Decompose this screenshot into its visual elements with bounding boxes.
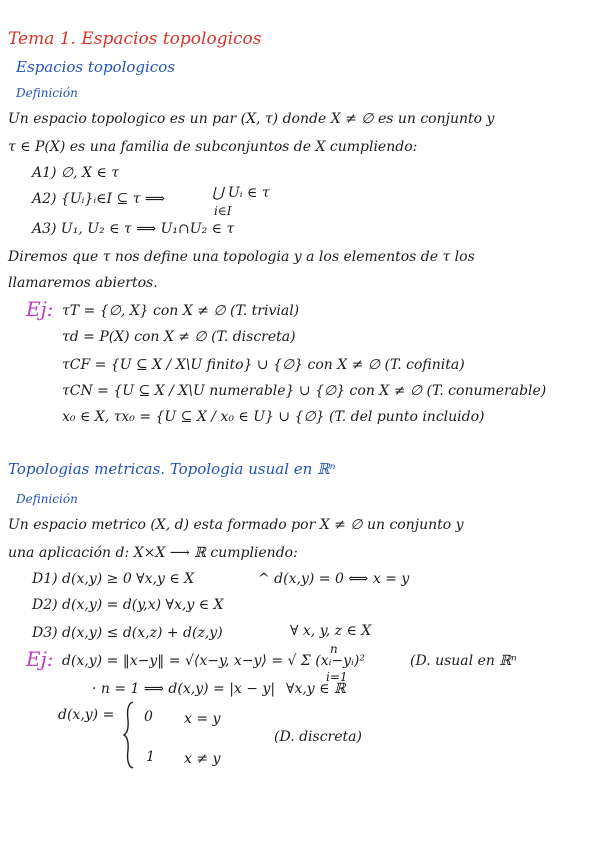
definition1-line2: τ ∈ P(X) es una familia de subconjuntos de X cumpliendo: [8, 139, 418, 155]
piecewise-brace-icon [122, 700, 136, 770]
axiom-a2-index: i∈I [214, 204, 232, 218]
example-punto-incluido: x₀ ∈ X, τx₀ = {U ⊆ X / x₀ ∈ U} ∪ {∅} (T. del punto incluido) [62, 409, 485, 425]
conclusion-line2: llamaremos abiertos. [8, 275, 158, 291]
axiom-a2: A2) {Uᵢ}ᵢ∈I ⊆ τ ⟹ [32, 191, 165, 207]
example-usual-sum-top: n [330, 642, 338, 656]
axiom-a2-union: ⋃ Uᵢ ∈ τ [212, 185, 270, 201]
example-usual: d(x,y) = ‖x−y‖ = √⟨x−y, x−y⟩ = √ Σ (xᵢ−yᵢ)² [62, 653, 365, 669]
axiom-a1: A1) ∅, X ∈ τ [32, 165, 120, 181]
definition2-line1: Un espacio metrico (X, d) esta formado por X ≠ ∅ un conjunto y [8, 517, 464, 533]
axiom-d1-cont: ^ d(x,y) = 0 ⟺ x = y [258, 571, 410, 587]
example-n1: · n = 1 ⟹ d(x,y) = |x − y| [92, 681, 276, 697]
axiom-d2: D2) d(x,y) = d(y,x) ∀x,y ∈ X [32, 597, 224, 613]
conclusion-line1: Diremos que τ nos define una topologia y a los elementos de τ los [8, 249, 475, 265]
section2-title: Topologias metricas. Topologia usual en ℝⁿ [8, 460, 336, 478]
example-n1-quantifier: ∀x,y ∈ ℝ [286, 681, 346, 697]
definition1-line1: Un espacio topologico es un par (X, τ) donde X ≠ ∅ es un conjunto y [8, 111, 495, 127]
section2-definition-heading: Definición [16, 492, 78, 506]
example-discreta-lhs: d(x,y) = [58, 707, 115, 723]
discreta-case2-value: 1 [146, 749, 155, 765]
axiom-d3-cont: ∀ x, y, z ∈ X [290, 623, 372, 639]
discreta-label: (D. discreta) [274, 729, 362, 745]
section1-title: Tema 1. Espacios topologicos [8, 29, 262, 49]
example-discreta: τd = P(X) con X ≠ ∅ (T. discreta) [62, 329, 296, 345]
axiom-d1: D1) d(x,y) ≥ 0 ∀x,y ∈ X [32, 571, 195, 587]
example-cofinita: τCF = {U ⊆ X / X\U finito} ∪ {∅} con X ≠ ∅ (T. cofinita) [62, 357, 465, 373]
example-conumerable: τCN = {U ⊆ X / X\U numerable} ∪ {∅} con X ≠ ∅ (T. conumerable) [62, 383, 547, 399]
examples1-label: Ej: [26, 297, 54, 321]
section1-definition-heading: Definición [16, 86, 78, 100]
section1-subtitle: Espacios topologicos [16, 58, 175, 76]
examples2-label: Ej: [26, 647, 54, 671]
axiom-d3: D3) d(x,y) ≤ d(x,z) + d(z,y) [32, 625, 223, 641]
example-trivial: τT = {∅, X} con X ≠ ∅ (T. trivial) [62, 303, 300, 319]
discreta-case1-condition: x = y [184, 711, 221, 727]
example-usual-label: (D. usual en ℝⁿ [410, 653, 517, 669]
definition2-line2: una aplicación d: X×X ⟶ ℝ cumpliendo: [8, 545, 298, 561]
example-usual-sum-index: i=1 [326, 670, 348, 684]
discreta-case2-condition: x ≠ y [184, 751, 221, 767]
axiom-a3: A3) U₁, U₂ ∈ τ ⟹ U₁∩U₂ ∈ τ [32, 221, 235, 237]
discreta-case1-value: 0 [144, 709, 153, 725]
